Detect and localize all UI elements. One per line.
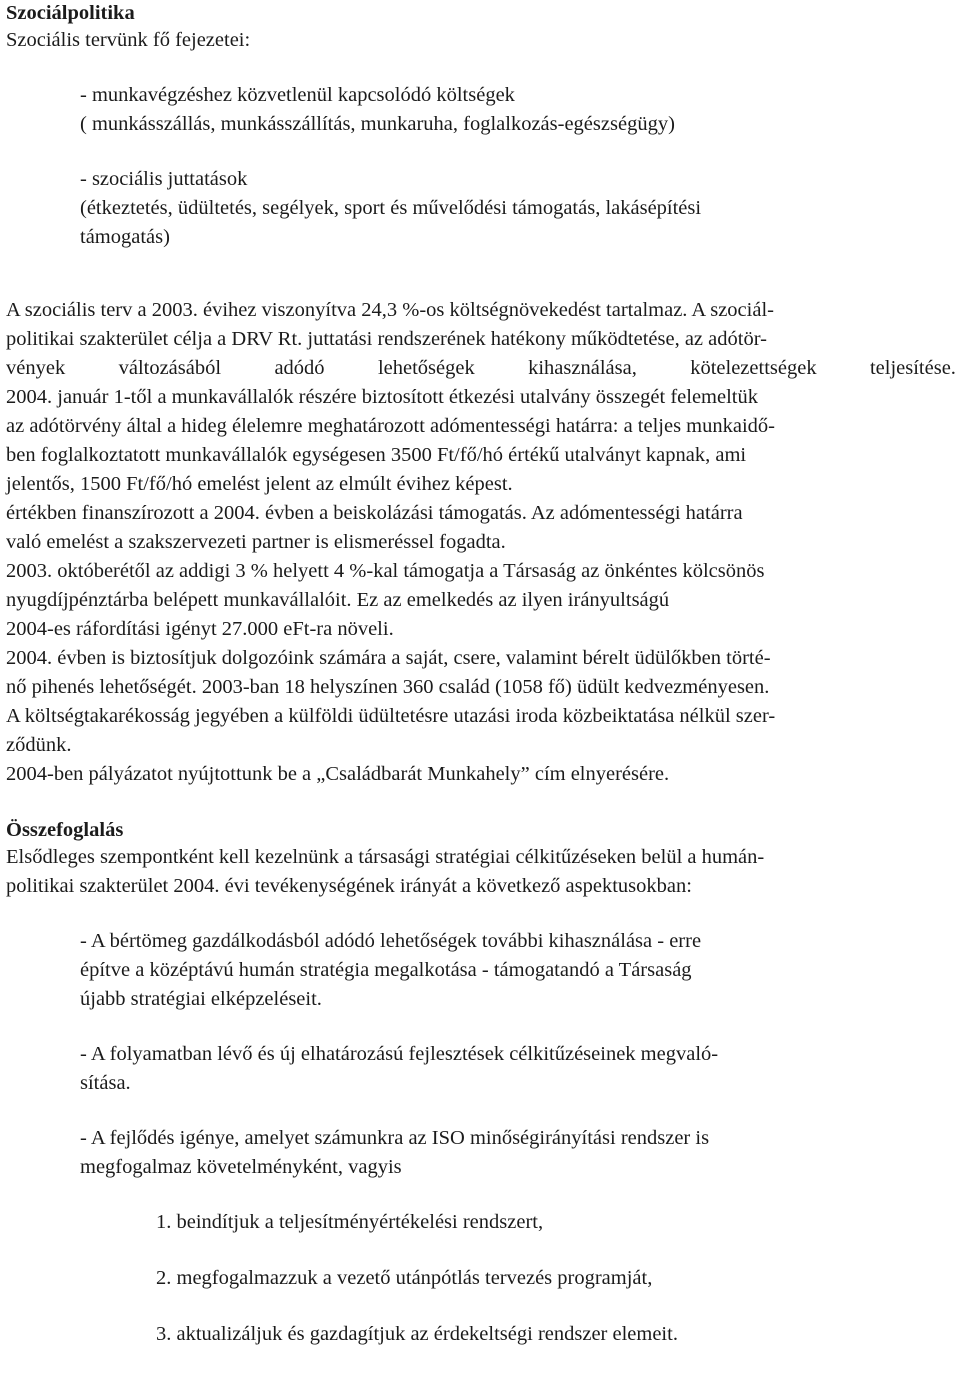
paragraph-line: A költségtakarékosság jegyében a külföldi üdültetésre utazási iroda közbeiktatása nélkül szer- xyxy=(6,705,776,727)
paragraph-line: 2004. január 1-től a munkavállalók részére biztosított étkezési utalvány összegét felemeltük xyxy=(6,386,758,408)
paragraph-line: ződünk. xyxy=(6,734,72,756)
bullet-1-line-2: építve a középtávú humán stratégia megalkotása - támogatandó a Társaság xyxy=(80,959,692,981)
numbered-item-3: 3. aktualizáljuk és gazdagítjuk az érdekeltségi rendszer elemeit. xyxy=(156,1323,678,1345)
section-subtitle: Szociális tervünk fő fejezetei: xyxy=(6,29,251,51)
paragraph-line: 2004. évben is biztosítjuk dolgozóink számára a saját, csere, valamint bérelt üdülőkben törté- xyxy=(6,647,771,669)
bullet-2-line-2: sítása. xyxy=(80,1072,131,1094)
word: teljesítése. xyxy=(869,357,956,379)
bullet-2-line-1: - A folyamatban lévő és új elhatározású fejlesztések célkitűzéseinek megvaló- xyxy=(80,1043,719,1065)
bullet-3-line-1: - A fejlődés igénye, amelyet számunkra az ISO minőségirányítási rendszer is xyxy=(80,1127,710,1149)
paragraph-line: ben foglalkoztatott munkavállalók egységesen 3500 Ft/fő/hó értékű utalványt kapnak, ami xyxy=(6,444,747,466)
paragraph-line: 2004-ben pályázatot nyújtottunk be a „Családbarát Munkahely” cím elnyerésére. xyxy=(6,763,670,785)
paragraph-line: az adótörvény által a hideg élelemre meghatározott adómentességi határra: a teljes munkaidő- xyxy=(6,415,775,437)
paragraph-line: jelentős, 1500 Ft/fő/hó emelést jelent az elmúlt évihez képest. xyxy=(6,473,513,495)
numbered-item-2: 2. megfogalmazzuk a vezető utánpótlás tervezés programját, xyxy=(156,1267,653,1289)
section-title-osszefoglalas: Összefoglalás xyxy=(6,819,124,841)
section-title-szocialpolitika: Szociálpolitika xyxy=(6,2,135,24)
word: kötelezettségek xyxy=(690,357,817,379)
word: kihasználása, xyxy=(528,357,637,379)
paragraph-line: nyugdíjpénztárba belépett munkavállalóit. Ez az emelkedés az ilyen irányultságú xyxy=(6,589,670,611)
summary-line: politikai szakterület 2004. évi tevékenységének irányát a következő aspektusokban: xyxy=(6,875,692,897)
paragraph-line: nő pihenés lehetőségét. 2003-ban 18 helyszínen 360 család (1058 fő) üdült kedvezményesen. xyxy=(6,676,770,698)
paragraph-line: 2003. októberétől az addigi 3 % helyett 4 %-kal támogatja a Társaság az önkéntes kölcsönös xyxy=(6,560,765,582)
word: vények xyxy=(6,357,66,379)
list-item-2-line-3: támogatás) xyxy=(80,226,170,248)
list-item-1-line-2: ( munkásszállás, munkásszállítás, munkaruha, foglalkozás-egészségügy) xyxy=(80,113,675,135)
paragraph-line: értékben finanszírozott a 2004. évben a beiskolázási támogatás. Az adómentességi határra xyxy=(6,502,743,524)
document-page xyxy=(6,0,956,1349)
paragraph-line-justified xyxy=(6,354,956,383)
summary-line: Elsődleges szempontként kell kezelnünk a társasági stratégiai célkitűzéseken belül a humán- xyxy=(6,846,765,868)
list-item-2-line-1: - szociális juttatások xyxy=(80,168,248,190)
word: lehetőségek xyxy=(377,357,475,379)
bullet-1-line-3: újabb stratégiai elképzeléseit. xyxy=(80,988,322,1010)
bullet-3-line-2: megfogalmaz követelményként, vagyis xyxy=(80,1156,402,1178)
paragraph-line: való emelést a szakszervezeti partner is elismeréssel fogadta. xyxy=(6,531,506,553)
list-item-2-line-2: (étkeztetés, üdültetés, segélyek, sport és művelődési támogatás, lakásépítési xyxy=(80,197,702,219)
word: változásából xyxy=(118,357,222,379)
paragraph-line: A szociális terv a 2003. évihez viszonyítva 24,3 %-os költségnövekedést tartalmaz. A szociál- xyxy=(6,299,774,321)
paragraph-line: politikai szakterület célja a DRV Rt. juttatási rendszerének hatékony működtetése, az adótör- xyxy=(6,328,767,350)
list-item-1-line-1: - munkavégzéshez közvetlenül kapcsolódó költségek xyxy=(80,84,515,106)
word: adódó xyxy=(274,357,325,379)
paragraph-line: 2004-es ráfordítási igényt 27.000 eFt-ra növeli. xyxy=(6,618,394,640)
numbered-item-1: 1. beindítjuk a teljesítményértékelési rendszert, xyxy=(156,1211,544,1233)
bullet-1-line-1: - A bértömeg gazdálkodásból adódó lehetőségek további kihasználása - erre xyxy=(80,930,702,952)
